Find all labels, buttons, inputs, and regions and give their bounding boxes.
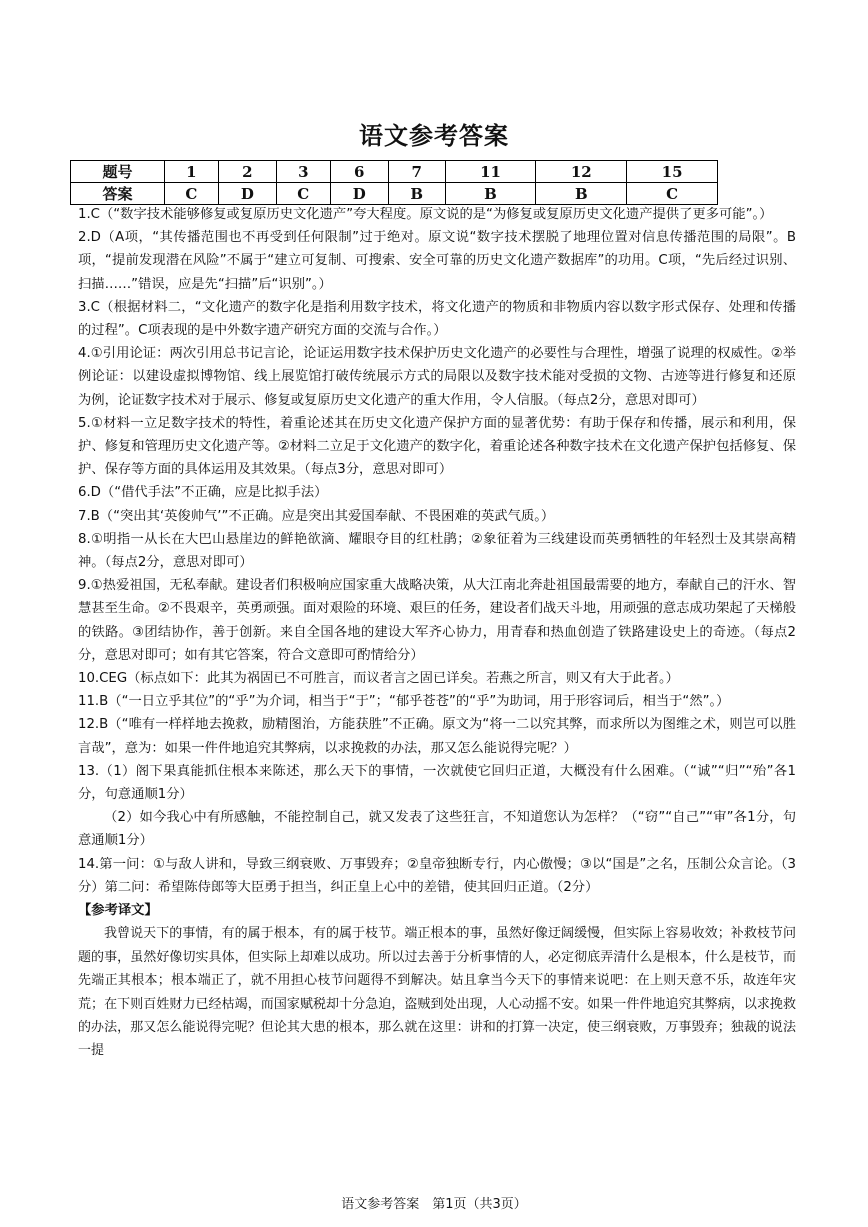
answer-cell: C	[627, 183, 718, 205]
answer-paragraph: 1.C（“数字技术能够修复或复原历史文化遗产”夸大程度。原文说的是“为修复或复原历史文化遗产提供了更多可能”。）	[78, 207, 773, 222]
question-number-cell: 6	[330, 161, 388, 183]
question-number-cell: 3	[276, 161, 330, 183]
question-number-cell: 15	[627, 161, 718, 183]
question-number-cell: 12	[536, 161, 627, 183]
answer-cell: B	[536, 183, 627, 205]
answer-explanations	[78, 203, 796, 1063]
page-title: 语文参考答案	[359, 121, 509, 150]
question-number-cell: 2	[218, 161, 276, 183]
answer-label: 答案	[71, 183, 165, 205]
answer-table	[70, 160, 718, 205]
question-number-cell: 11	[445, 161, 536, 183]
answer-paragraph: 4.①引用论证：两次引用总书记言论，论证运用数字技术保护历史文化遗产的必要性与合理性，增强了说理的权威性。②举例论证：以建设虚拟博物馆、线上展览馆打破传统展示方式的局限以及数字技术能对受损的文物、古迹等进行修复和还原为例，论证数字技术对于展示、修复或复原历史文化遗产的重大作用，令人信服。（每点2分，意思对即可）	[78, 346, 796, 408]
answer-cell: C	[276, 183, 330, 205]
answer-paragraph: 6.D（“借代手法”不正确，应是比拟手法）	[78, 485, 328, 501]
answer-table-answer-row	[71, 183, 718, 205]
question-number-label: 题号	[71, 161, 165, 183]
answer-paragraph: 8.①明指一从长在大巴山悬崖边的鲜艳欲滴、耀眼夺目的红杜鹃；②象征着为三线建设而英勇牺牲的年轻烈士及其崇高精神。（每点2分，意思对即可）	[78, 531, 796, 571]
reference-translation-heading: 【参考译文】	[78, 903, 158, 919]
answer-paragraph: 10.CEG（标点如下：此其为祸固已不可胜言，而议者言之固已详矣。若燕之所言，则又有大于此者。）	[78, 671, 679, 687]
answer-paragraph: 3.C（根据材料二，“文化遗产的数字化是指利用数字技术，将文化遗产的物质和非物质内容以数字形式保存、处理和传播的过程”。C项表现的是中外数字遗产研究方面的交流与合作。）	[78, 299, 796, 339]
answer-paragraph: 9.①热爱祖国，无私奉献。建设者们积极响应国家重大战略决策，从大江南北奔赴祖国最需要的地方，奉献自己的汗水、智慧甚至生命。②不畏艰辛，英勇顽强。面对艰险的环境、艰巨的任务，建设者们战天斗地，用顽强的意志成功架起了天梯般的铁路。③团结协作，善于创新。来自全国各地的建设大军齐心协力，用青春和热血创造了铁路建设史上的奇迹。（每点2分，意思对即可；如有其它答案，符合文意即可酌情给分）	[78, 578, 796, 663]
answer-cell: C	[165, 183, 219, 205]
answer-paragraph: 2.D（A项，“其传播范围也不再受到任何限制”过于绝对。原文说“数字技术摆脱了地理位置对信息传播范围的局限”。B项，“提前发现潜在风险”不属于“建立可复制、可搜索、安全可靠的历史文化遗产数据库”的功用。C项，“先后经过识别、扫描……”错误，应是先“扫描”后“识别”。）	[78, 230, 796, 292]
answer-cell: D	[218, 183, 276, 205]
answer-paragraph: 13.（1）阁下果真能抓住根本来陈述，那么天下的事情，一次就使它回归正道，大概没有什么困难。（“诚”“归”“殆”各1分，句意通顺1分）	[78, 763, 796, 803]
answer-paragraph: 7.B（“突出其‘英俊帅气’”不正确。应是突出其爱国奉献、不畏困难的英武气质。）	[78, 508, 555, 524]
question-number-cell: 7	[388, 161, 445, 183]
page-footer: 语文参考答案 第1页（共3页）	[341, 1197, 527, 1212]
answer-paragraph: 14.第一问：①与敌人讲和，导致三纲衰败、万事毁弃；②皇帝独断专行，内心傲慢；③以“国是”之名，压制公众言论。（3分）第二问：希望陈侍郎等大臣勇于担当，纠正皇上心中的差错，使其回归正道。（2分）	[78, 856, 796, 895]
question-number-cell: 1	[165, 161, 219, 183]
answer-cell: B	[445, 183, 536, 205]
answer-subparagraph: （2）如今我心中有所感触，不能控制自己，就又发表了这些狂言，不知道您认为怎样？（“窃”“自己”“审”各1分，句意通顺1分）	[78, 810, 796, 849]
answer-paragraph: 12.B（“唯有一样样地去挽救，励精图治，方能获胜”不正确。原文为“将一二以究其弊，而求所以为图维之术，则岂可以胜言哉”，意为：如果一件件地追究其弊病，以求挽救的办法，那又怎么能说得完呢？）	[78, 717, 796, 756]
answer-table-header-row	[71, 161, 718, 183]
answer-paragraph: 11.B（“一日立乎其位”的“乎”为介词，相当于“于”；“郁乎苍苍”的“乎”为助词，用于形容词后，相当于“然”。）	[78, 694, 730, 710]
reference-translation-text: 我曾说天下的事情，有的属于根本，有的属于枝节。端正根本的事，虽然好像迂阔缓慢，但实际上容易收效；补救枝节问题的事，虽然好像切实具体，但实际上却难以成功。所以过去善于分析事情的人，必定彻底弄清什么是根本，什么是枝节，而先端正其根本；根本端正了，就不用担心枝节问题得不到解决。姑且拿当今天下的事情来说吧：在上则天意不乐，故连年灾荒；在下则百姓财力已经枯竭，而国家赋税却十分急迫，盗贼到处出现，人心动摇不安。如果一件件地追究其弊病，以求挽救的办法，那又怎么能说得完呢？但论其大患的根本，那么就在这里：讲和的打算一决定，使三纲衰败，万事毁弃；独裁的说法一提	[78, 926, 796, 1059]
answer-cell: D	[330, 183, 388, 205]
answer-cell: B	[388, 183, 445, 205]
answer-paragraph: 5.①材料一立足数字技术的特性，着重论述其在历史文化遗产保护方面的显著优势：有助于保存和传播，展示和利用，保护、修复和管理历史文化遗产等。②材料二立足于文化遗产的数字化，着重论述各种数字技术在文化遗产保护包括修复、保护、保存等方面的具体运用及其效果。（每点3分，意思对即可）	[78, 415, 796, 478]
